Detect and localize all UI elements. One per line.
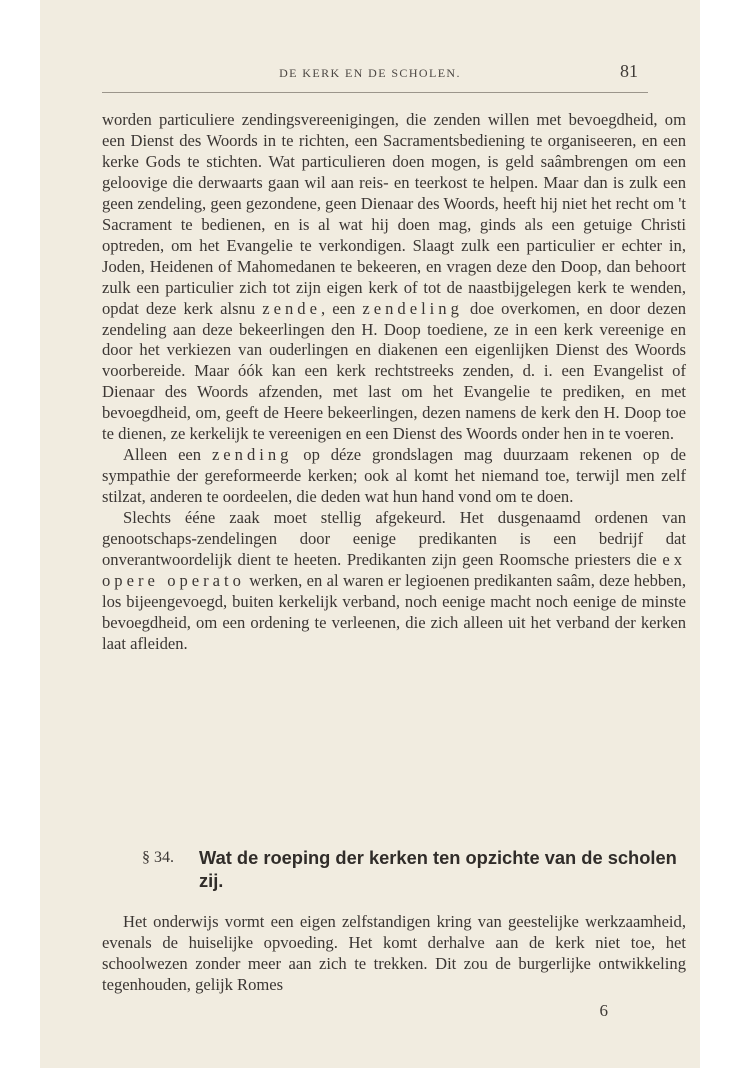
text-run: doe overkomen, en door dezen zendeling aan deze bekeerlingen den H. Doop toediene, ze in een kerk vereenige en door het verkiezen van ouderlingen en diakenen een eigenlijken Dienst des Woords voorbereide. Maar óók kan een kerk rechtstreeks zenden, d. i. een Evangelist of Dienaar des Woords afzenden, met last om het Evangelie te prediken, en met bevoegdheid, om, geeft de Heere bekeerlingen, dezen namens de kerk den H. Doop toe te dienen, ze kerkelijk te vereenigen en een Dienst des Woords onder hen in te voeren. [102,298,686,444]
section-number: § 34. [142,849,174,866]
text-run: Alleen een [123,445,212,465]
signature-mark: 6 [599,1001,608,1020]
text-run: werken, en al waren er legioenen predikanten saâm, deze hebben, los bijeengevoegd, buiten kerkelijk verband, noch eenige macht noch eenige de minste bevoegdheid, om een ordening te verleenen, die zich alleen uit het verband der kerken laat afleiden. [102,570,686,653]
paragraph [102,508,686,655]
body-text [102,110,686,655]
paragraph: Het onderwijs vormt een eigen zelfstandigen kring van geestelijke werkzaamheid, evenals de huiselijke opvoeding. Het komt derhalve aan de kerk niet toe, het schoolwezen zonder meer aan zich te trekken. Dit zou de burgerlijke ontwikkeling tegenhouden, gelijk Romes [102,912,686,994]
section-body [102,912,686,996]
text-run: worden particuliere zendingsvereenigingen, die zenden willen met bevoegdheid, om een Dienst des Woords in te richten, een Sacramentsbediening te organiseeren, en een kerke Gods te stichten. Wat particulieren doen mogen, is geld saâmbrengen om een geloovige die derwaarts gaan wil aan reis- en teerkost te helpen. Maar dan is zulk een geen zendeling, geen gezondene, geen Dienaar des Woords, heeft hij niet het recht om 't Sacrament te bedienen, en is al wat hij doen mag, ginds als een getuige Christi optreden, om het Evangelie te verkondigen. Slaagt zulk een particulier er echter in, Joden, Heidenen of Mahomedanen te bekeeren, en vragen deze den Doop, dan behoort zulk een particulier zich tot zijn eigen kerk of tot de naastbijgelegen kerk te wenden, opdat deze kerk alsnu [102,110,686,318]
section-title: Wat de roeping der kerken ten opzichte van de scholen zij. [199,847,677,891]
spaced-term: zende [262,298,321,318]
running-head: DE KERK EN DE SCHOLEN. [279,66,461,80]
page-header [40,61,700,88]
text-run: , een [320,298,363,318]
spaced-term: zending [211,445,293,465]
spaced-term: zendeling [362,298,463,318]
header-rule [102,92,648,93]
text-run: op déze grondslagen mag duurzaam rekenen op de sympathie der gereformeerde kerken; ook al komt het niemand toe, terwijl men zelf stilzat, anderen te oordeelen, die deden wat hun hand vond om te doen. [102,445,686,507]
book-page [40,0,700,1068]
section-heading [142,846,702,892]
paragraph [102,445,686,508]
page-number: 81 [620,61,638,81]
spaced-term: ex opere operato [102,550,686,590]
text-run: Slechts ééne zaak moet stellig afgekeurd. Het dusgenaamd ordenen van genootschaps-zendelingen door eenige predikanten is een bedrijf dat onverantwoordelijk dient te heeten. Predikanten zijn geen Roomsche priesters die [102,508,686,570]
paragraph [102,110,686,445]
